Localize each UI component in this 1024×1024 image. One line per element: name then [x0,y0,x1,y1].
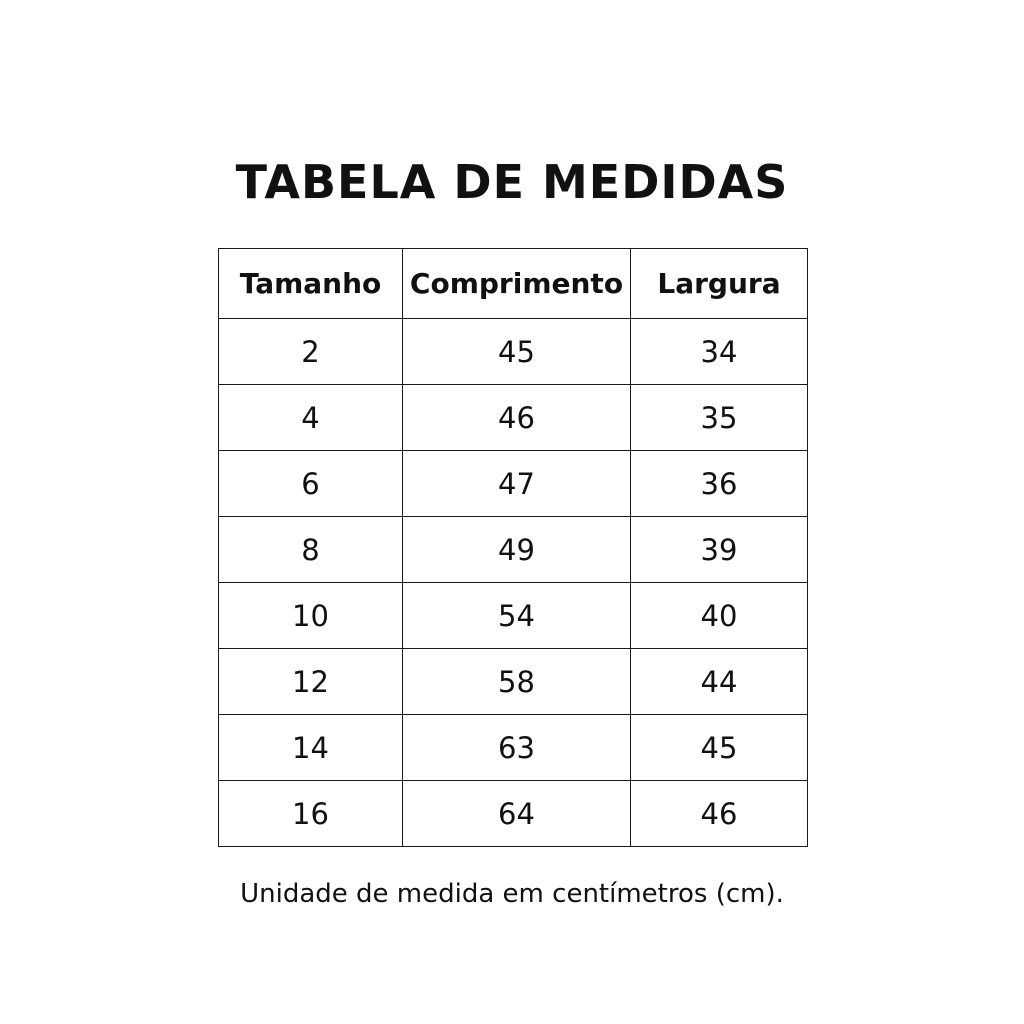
size-table [218,248,808,847]
cell-comprimento: 63 [403,715,631,781]
cell-largura: 35 [631,385,808,451]
table-row [219,583,808,649]
cell-comprimento: 45 [403,319,631,385]
cell-largura: 39 [631,517,808,583]
cell-tamanho: 10 [219,583,403,649]
table-row [219,715,808,781]
header-largura: Largura [631,249,808,319]
cell-largura: 45 [631,715,808,781]
cell-comprimento: 64 [403,781,631,847]
cell-tamanho: 14 [219,715,403,781]
cell-tamanho: 8 [219,517,403,583]
cell-tamanho: 12 [219,649,403,715]
unit-footnote: Unidade de medida em centímetros (cm). [240,879,784,909]
table-header-row [219,249,808,319]
cell-largura: 44 [631,649,808,715]
table-row [219,319,808,385]
header-comprimento: Comprimento [403,249,631,319]
table-row [219,451,808,517]
cell-largura: 36 [631,451,808,517]
cell-tamanho: 16 [219,781,403,847]
table-row [219,649,808,715]
table-row [219,517,808,583]
table-row [219,781,808,847]
header-tamanho: Tamanho [219,249,403,319]
cell-largura: 46 [631,781,808,847]
cell-comprimento: 54 [403,583,631,649]
cell-tamanho: 2 [219,319,403,385]
cell-tamanho: 4 [219,385,403,451]
cell-comprimento: 46 [403,385,631,451]
cell-comprimento: 58 [403,649,631,715]
cell-comprimento: 49 [403,517,631,583]
cell-tamanho: 6 [219,451,403,517]
page-title: TABELA DE MEDIDAS [235,155,789,209]
table-row [219,385,808,451]
cell-largura: 40 [631,583,808,649]
cell-largura: 34 [631,319,808,385]
cell-comprimento: 47 [403,451,631,517]
